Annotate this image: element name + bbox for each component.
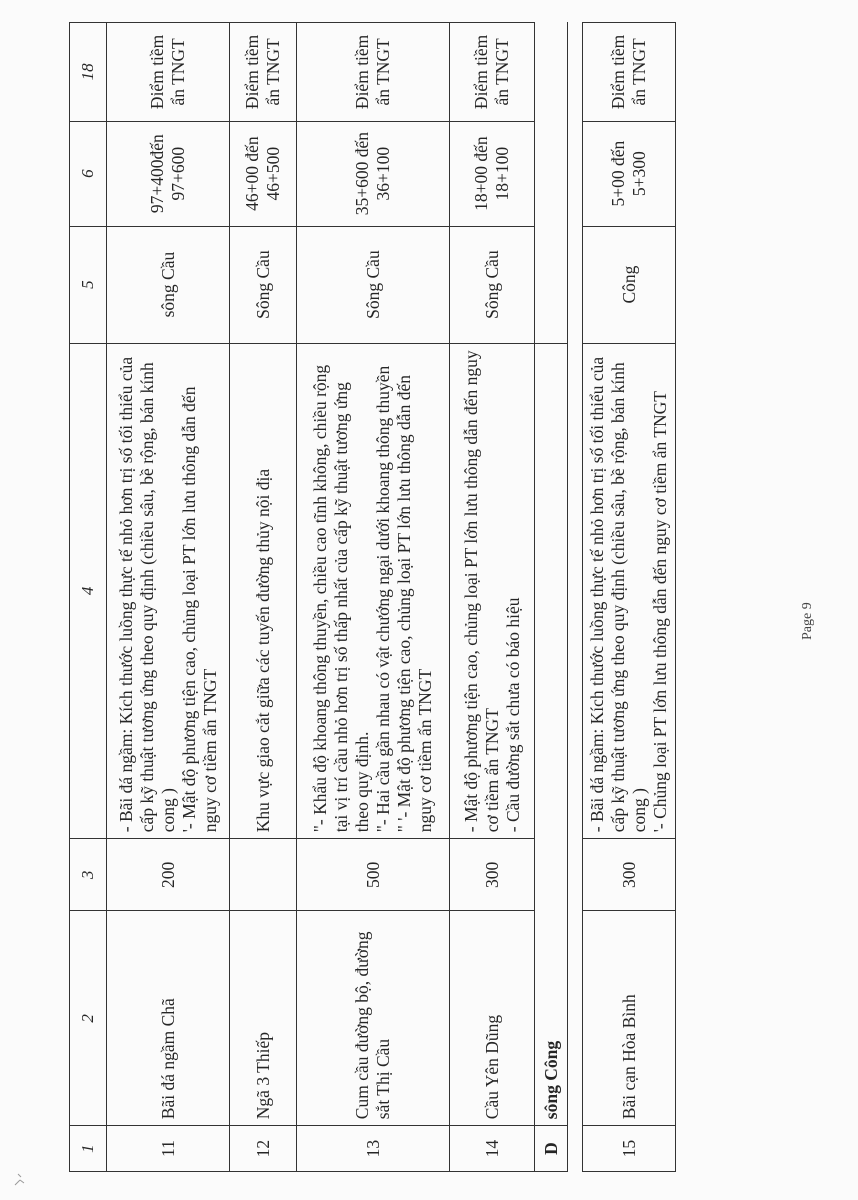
risk-points-table	[69, 22, 676, 1172]
header-col-4: 4	[70, 343, 107, 839]
description-line: - Mật độ phương tiện cao, chủng loại PT lớn lưu thông dẫn đến nguy cơ tiềm ẩn TNGT	[460, 350, 502, 833]
point-type: Điểm tiềm ẩn TNGT	[297, 23, 450, 122]
header-col-5: 5	[70, 226, 107, 343]
description-line: " '- Mật độ phương tiện cao, chủng loại PT lớn lưu thông dẫn đến nguy cơ tiềm ẩn TNGT	[394, 375, 435, 833]
row-number: 14	[450, 1126, 535, 1172]
km-range: 97+400đến 97+600	[107, 121, 230, 226]
length-value	[230, 839, 297, 911]
km-range: 46+00 đến 46+500	[230, 121, 297, 226]
river-name: Sông Cầu	[230, 226, 297, 343]
river-name: Công	[583, 226, 676, 343]
section-row	[535, 23, 568, 1172]
table-row	[450, 23, 535, 1172]
page-number-text: Page 9	[800, 602, 815, 640]
river-name: Sông Cầu	[297, 226, 450, 343]
length-value: 300	[583, 839, 676, 911]
description-line: '- Chủng loại PT lớn lưu thông dẫn đến nguy cơ tiềm ẩn TNGT	[650, 391, 670, 833]
location-name: Bãi đá ngầm Chã	[107, 911, 230, 1126]
description-line: "- Khẩu độ khoang thông thuyền, chiều cao tĩnh không, chiều rộng tại vị trí cầu nhỏ hơn trị số thấp nhất của cấp kỹ thuật tương ứng theo quy định.	[310, 364, 372, 833]
river-name: sông Cầu	[107, 226, 230, 343]
header-col-18: 18	[70, 23, 107, 122]
gap-cell	[568, 23, 583, 1172]
section-title: sông Công	[535, 343, 568, 1126]
table-row	[583, 23, 676, 1172]
km-range: 18+00 đến 18+100	[450, 121, 535, 226]
description-cell	[107, 343, 230, 839]
location-name: Cầu Yên Dũng	[450, 911, 535, 1126]
header-col-2: 2	[70, 911, 107, 1126]
location-name: Ngã 3 Thiếp	[230, 911, 297, 1126]
scan-artifact-icon	[12, 1166, 28, 1188]
point-type: Điểm tiềm ẩn TNGT	[450, 23, 535, 122]
description-cell	[450, 343, 535, 839]
row-number: 11	[107, 1126, 230, 1172]
rotated-page	[69, 22, 752, 1172]
row-number: 13	[297, 1126, 450, 1172]
length-value: 500	[297, 839, 450, 911]
description-line: '- Mật độ phương tiện cao, chủng loại PT lớn lưu thông dẫn đến nguy cơ tiềm ẩn TNGT	[178, 386, 220, 833]
row-number: 15	[583, 1126, 676, 1172]
description-line: Khu vực giao cắt giữa các tuyến đường thủy nội địa	[252, 468, 273, 833]
point-type: Điểm tiềm ẩn TNGT	[230, 23, 297, 122]
km-range: 5+00 đến 5+300	[583, 121, 676, 226]
description-cell	[230, 343, 297, 839]
section-filler	[535, 23, 568, 344]
location-name: Cum cầu đường bộ, đường sắt Thị Cầu	[297, 911, 450, 1126]
description-line: - Bãi đá ngầm: Kích thước luồng thực tế nhỏ hơn trị số tối thiểu của cấp kỹ thuật tương ứng theo quy định (chiều sâu, bề rộng, bán kính cong )	[115, 356, 178, 833]
header-col-6: 6	[70, 121, 107, 226]
section-letter: D	[535, 1126, 568, 1172]
table-row	[107, 23, 230, 1172]
table-row	[230, 23, 297, 1172]
table-row	[297, 23, 450, 1172]
header-col-1: 1	[70, 1126, 107, 1172]
river-name: Sông Cầu	[450, 226, 535, 343]
description-cell	[583, 343, 676, 839]
km-range: 35+600 đến 36+100	[297, 121, 450, 226]
row-number: 12	[230, 1126, 297, 1172]
description-line: - Cầu đường sắt chưa có báo hiệu	[502, 597, 523, 833]
table-gap	[568, 23, 583, 1172]
page-number	[800, 588, 822, 648]
length-value: 300	[450, 839, 535, 911]
description-line: - Bãi đá ngầm: Kích thước luồng thực tế nhỏ hơn trị số tối thiểu của cấp kỹ thuật tương ứng theo quy định (chiều sâu, bề rộng, bán kính cong )	[587, 356, 649, 833]
point-type: Điểm tiềm ẩn TNGT	[583, 23, 676, 122]
length-value: 200	[107, 839, 230, 911]
description-line: "- Hai cầu gần nhau có vật chướng ngại dưới khoang thông thuyền	[373, 365, 393, 833]
description-cell	[297, 343, 450, 839]
point-type: Điểm tiềm ẩn TNGT	[107, 23, 230, 122]
header-row	[70, 23, 107, 1172]
header-col-3: 3	[70, 839, 107, 911]
location-name: Bãi cạn Hòa Bình	[583, 911, 676, 1126]
